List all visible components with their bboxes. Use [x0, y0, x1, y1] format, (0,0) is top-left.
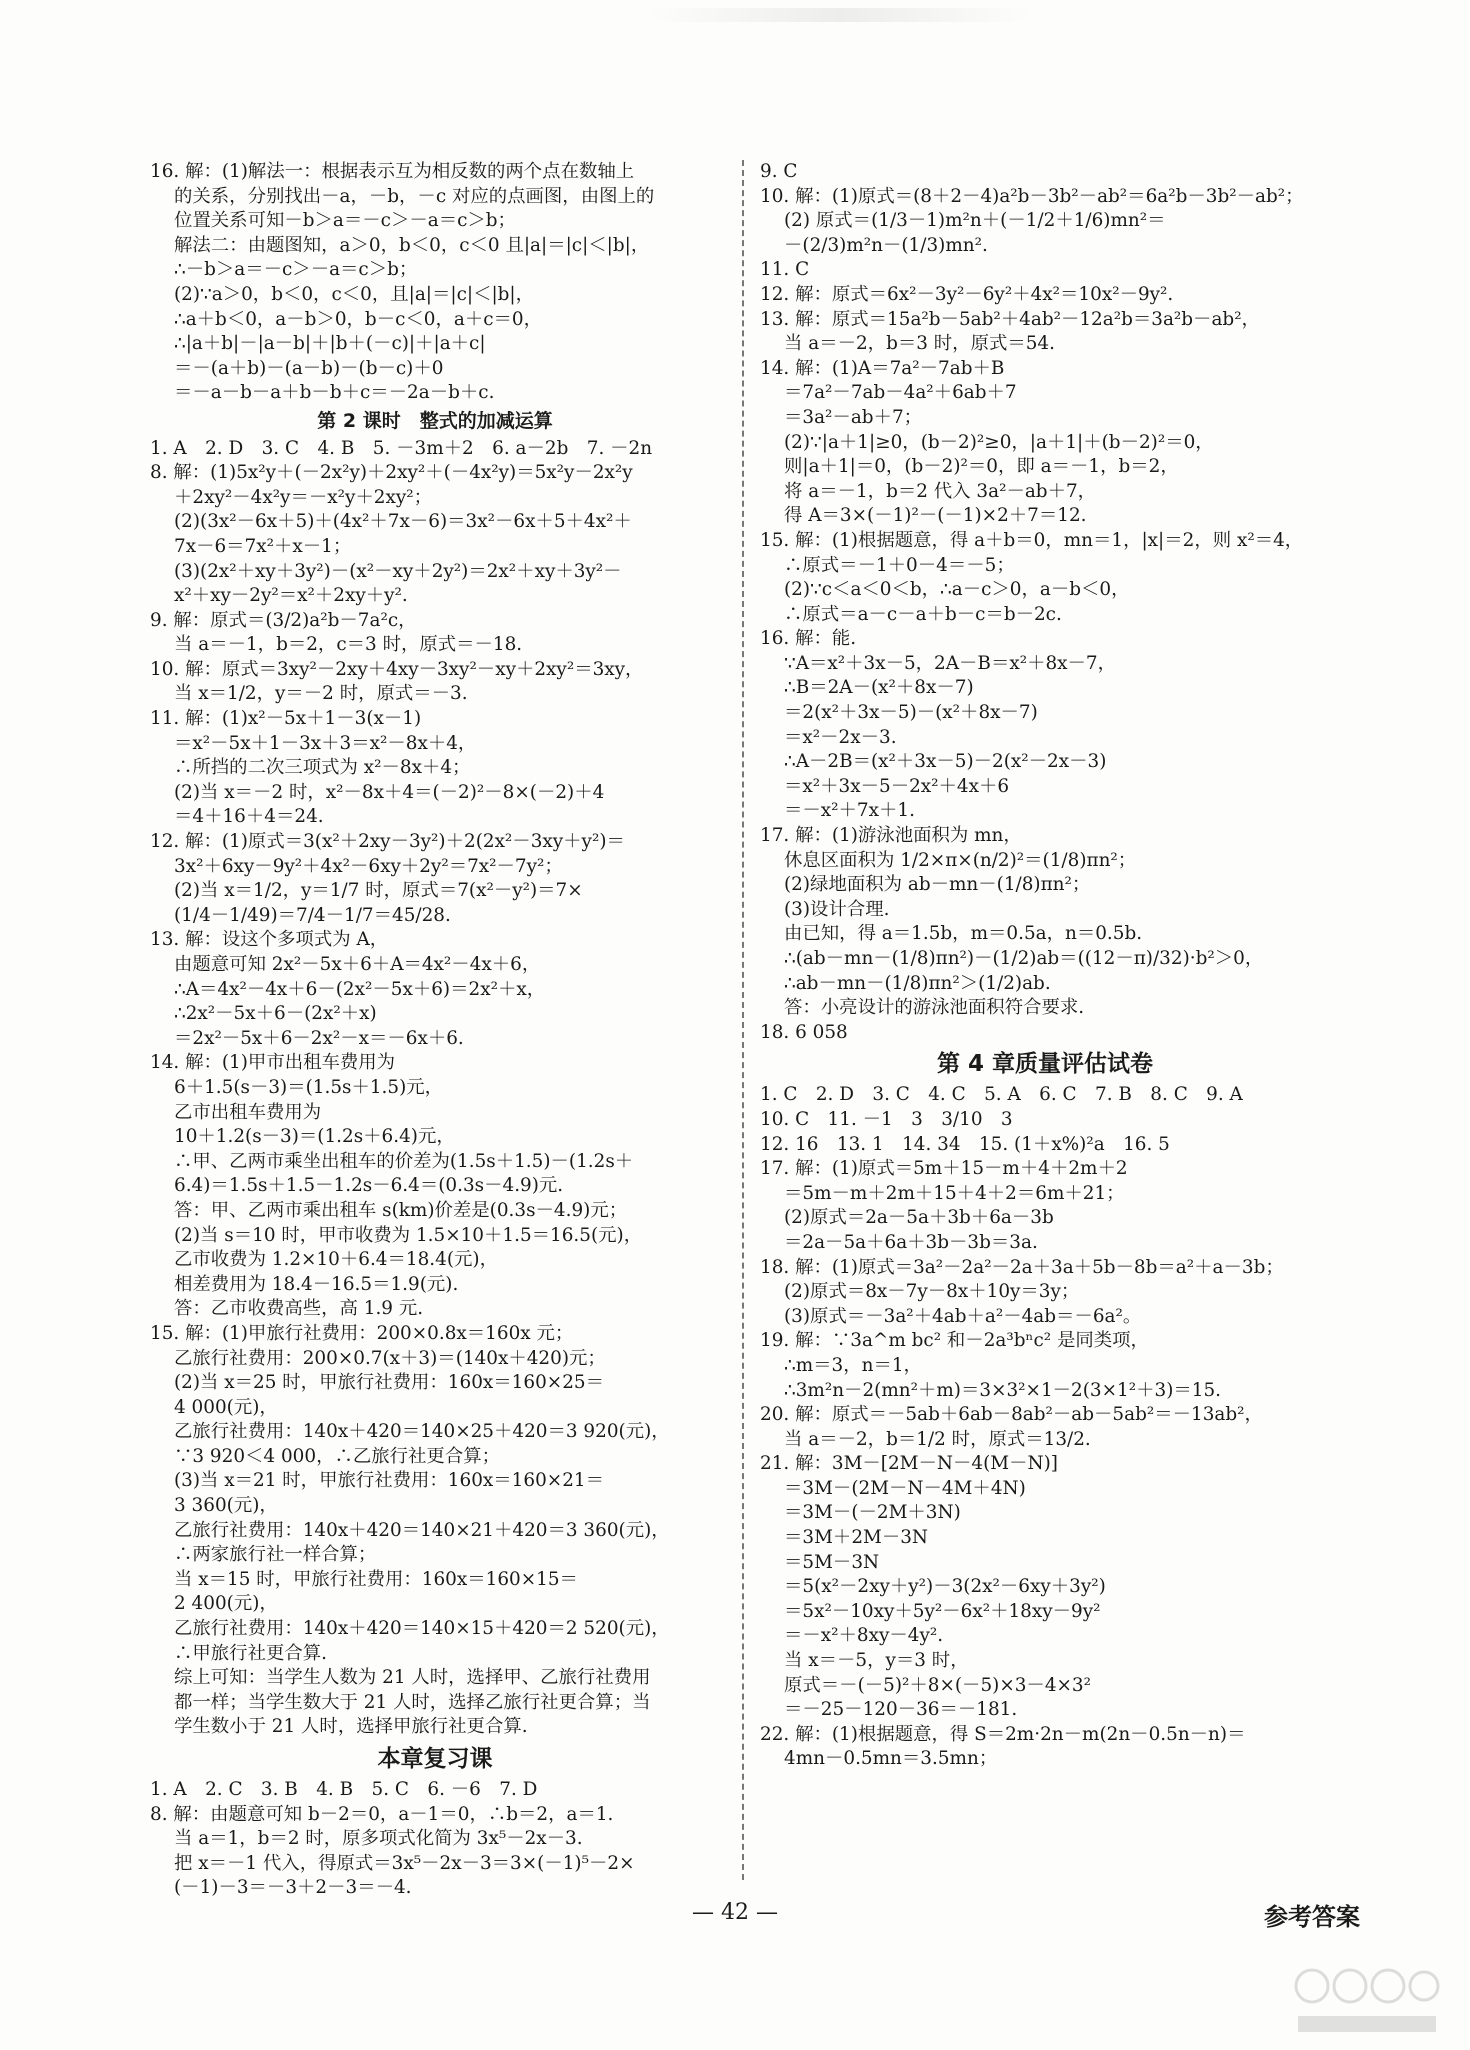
answer-line: (2) 原式＝(1/3－1)m²n＋(－1/2＋1/6)mn²＝	[784, 210, 1166, 232]
answer-line: 13. 解：设这个多项式为 A，	[150, 929, 389, 951]
answer-line: 12. 解：原式＝6x²－3y²－6y²＋4x²＝10x²－9y².	[760, 283, 1174, 305]
answer-line: 乙旅行社费用：140x＋420＝140×25＋420＝3 920(元)，	[174, 1421, 670, 1443]
answer-line: 16. 解：(1)解法一：根据表示互为相反数的两个点在数轴上	[150, 161, 635, 182]
answer-line: 6＋1.5(s－3)＝(1.5s＋1.5)元，	[174, 1076, 444, 1098]
answer-line: 10. 解：(1)原式＝(8＋2－4)a²b－3b²－ab²＝6a²b－3b²－ab²；	[760, 185, 1304, 207]
answer-line: 由已知，得 a＝1.5b，m＝0.5a，n＝0.5b.	[784, 923, 1143, 945]
answer-line: ＝－a－b－a＋b－b＋c＝－2a－b＋c.	[174, 382, 495, 404]
answer-line: 8. 解：由题意可知 b－2＝0，a－1＝0，∴b＝2，a＝1.	[150, 1803, 614, 1825]
answer-line: (1/4－1/49)＝7/4－1/7＝45/28.	[174, 904, 451, 926]
answer-line: ∴两家旅行社一样合算；	[174, 1544, 377, 1566]
answer-line: ＝3M－(－2M＋3N)	[784, 1502, 961, 1524]
answer-line: ＝x²－2x－3.	[784, 726, 897, 748]
answer-line: 当 a＝1，b＝2 时，原多项式化简为 3x⁵－2x－3.	[174, 1828, 583, 1850]
answer-line: 17. 解：(1)原式＝5m＋15－m＋4＋2m＋2	[760, 1158, 1128, 1180]
answer-line: 3x²＋6xy－9y²＋4x²－6xy＋2y²＝7x²－7y²；	[174, 855, 563, 877]
section-heading: 本章复习课	[377, 1746, 493, 1772]
answer-line: 答：甲、乙两市乘出租车 s(km)价差是(0.3s－4.9)元；	[174, 1199, 628, 1221]
answer-line: ＝－x²＋8xy－4y².	[784, 1625, 944, 1647]
answer-line: ∵3 920＜4 000，∴乙旅行社更合算；	[174, 1445, 500, 1467]
section-heading: 第 2 课时 整式的加减运算	[317, 409, 553, 432]
left-column	[150, 160, 720, 1901]
answer-line: ＝7a²－7ab－4a²＋6ab＋7	[784, 382, 1017, 404]
answer-line: ＝x²＋3x－5－2x²＋4x＋6	[784, 775, 1010, 797]
answer-line: －(2/3)m²n－(1/3)mn².	[784, 234, 988, 256]
answer-line: 7x－6＝7x²＋x－1；	[174, 535, 352, 557]
answer-line: 8. 解：(1)5x²y＋(－2x²y)＋2xy²＋(－4x²y)＝5x²y－2x²y	[150, 462, 633, 484]
answer-line: 相差费用为 18.4－16.5＝1.9(元).	[174, 1273, 459, 1295]
answer-line: 由题意可知 2x²－5x＋6＋A＝4x²－4x＋6，	[174, 954, 541, 975]
answer-line: ∴所挡的二次三项式为 x²－8x＋4；	[174, 757, 471, 779]
answer-line: (3)设计合理.	[784, 898, 890, 920]
answer-line: 9. 解：原式＝(3/2)a²b－7a²c，	[150, 609, 417, 631]
answer-line: ∴A－2B＝(x²＋3x－5)－2(x²－2x－3)	[784, 751, 1107, 773]
answer-line: 位置关系可知－b＞a＝－c＞－a＝c＞b；	[174, 210, 516, 232]
answer-line: (2)当 x＝1/2，y＝1/7 时，原式＝7(x²－y²)＝7×	[174, 880, 583, 902]
answer-line: ＝2(x²＋3x－5)－(x²＋8x－7)	[784, 702, 1038, 724]
answer-line: (2)当 x＝－2 时，x²－8x＋4＝(－2)²－8×(－2)＋4	[174, 781, 605, 803]
answer-line: ∴a＋b＜0，a－b＞0，b－c＜0，a＋c＝0，	[174, 308, 543, 330]
answer-line: ＝－25－120－36＝－181.	[784, 1699, 1018, 1721]
answer-line: ＝5m－m＋2m＋15＋4＋2＝6m＋21；	[784, 1182, 1125, 1204]
answer-line: 10. C 11. －1 3 3/10 3	[760, 1108, 1013, 1130]
answer-line: ∴2x²－5x＋6－(2x²＋x)	[174, 1003, 377, 1025]
answer-line: (3)当 x＝21 时，甲旅行社费用：160x＝160×21＝	[174, 1470, 604, 1492]
right-column	[760, 160, 1330, 1772]
answer-line: 当 x＝15 时，甲旅行社费用：160x＝160×15＝	[174, 1568, 578, 1590]
answer-line: 当 x＝1/2，y＝－2 时，原式＝－3.	[174, 683, 468, 705]
answer-line: 都一样；当学生数大于 21 人时，选择乙旅行社更合算；当	[174, 1691, 651, 1713]
answer-line: 13. 解：原式＝15a²b－5ab²＋4ab²－12a²b＝3a²b－ab²，	[760, 308, 1260, 330]
answer-line: (2)∵c＜a＜0＜b，∴a－c＞0，a－b＜0，	[784, 579, 1130, 601]
answer-line: 的关系，分别找出－a，－b，－c 对应的点画图，由图上的	[174, 185, 655, 207]
answer-line: 22. 解：(1)根据题意，得 S＝2m·2n－m(2n－0.5n－n)＝	[760, 1723, 1246, 1745]
answer-line: 乙旅行社费用：200×0.7(x＋3)＝(140x＋420)元；	[174, 1347, 606, 1369]
answer-line: ∴m＝3，n＝1，	[784, 1354, 922, 1376]
answer-line: 将 a＝－1，b＝2 代入 3a²－ab＋7，	[784, 480, 1097, 502]
answer-line: ∴B＝2A－(x²＋8x－7)	[784, 677, 974, 699]
answer-line: ＝3M－(2M－N－4M＋4N)	[784, 1477, 1026, 1499]
answer-line: 2 400(元)，	[174, 1593, 278, 1615]
answer-line: 4mn－0.5mn＝3.5mn；	[784, 1748, 998, 1770]
answer-line: ＝5x²－10xy＋5y²－6x²＋18xy－9y²	[784, 1600, 1101, 1622]
answer-line: 4 000(元)，	[174, 1396, 278, 1418]
answer-line: 20. 解：原式＝－5ab＋6ab－8ab²－ab－5ab²＝－13ab²，	[760, 1404, 1263, 1426]
answer-line: ∵A＝x²＋3x－5，2A－B＝x²＋8x－7，	[784, 652, 1117, 674]
answer-line: 10＋1.2(s－3)＝(1.2s＋6.4)元，	[174, 1126, 455, 1148]
answer-line: ＝2x²－5x＋6－2x²－x＝－6x＋6.	[174, 1027, 464, 1049]
answer-line: 得 A＝3×(－1)²－(－1)×2＋7＝12.	[784, 505, 1087, 527]
answer-line: 当 a＝－1，b＝2，c＝3 时，原式＝－18.	[174, 634, 523, 656]
answer-line: 1. A 2. D 3. C 4. B 5. －3m＋2 6. a－2b 7. －2n	[150, 437, 653, 459]
answer-line: ＝－x²＋7x＋1.	[784, 800, 915, 822]
answer-line: (2)原式＝2a－5a＋3b＋6a－3b	[784, 1207, 1054, 1229]
answer-line: 把 x＝－1 代入，得原式＝3x⁵－2x－3＝3×(－1)⁵－2×	[174, 1852, 635, 1874]
answer-line: 解法二：由题图知，a＞0，b＜0，c＜0 且|a|＝|c|＜|b|，	[174, 234, 650, 256]
answer-line: 18. 6 058	[760, 1021, 848, 1043]
answer-line: 当 a＝－2，b＝3 时，原式＝54.	[784, 333, 1055, 355]
answer-line: ∴(ab－mn－(1/8)πn²)－(1/2)ab＝((12－π)/32)·b²＞0，	[784, 948, 1264, 969]
answer-line: 21. 解：3M－[2M－N－4(M－N)]	[760, 1453, 1058, 1475]
answer-line: ∴|a＋b|－|a－b|＋|b＋(－c)|＋|a＋c|	[174, 333, 486, 355]
answer-line: 17. 解：(1)游泳池面积为 mn，	[760, 825, 1022, 847]
answer-line: ＝x²－5x＋1－3x＋3＝x²－8x＋4，	[174, 732, 477, 754]
answer-line: ＋2xy²－4x²y＝－x²y＋2xy²；	[174, 486, 432, 508]
answer-line: 答：小亮设计的游泳池面积符合要求.	[784, 997, 1085, 1019]
answer-line: 15. 解：(1)甲旅行社费用：200×0.8x＝160x 元；	[150, 1322, 574, 1344]
answer-line: ＝5(x²－2xy＋y²)－3(2x²－6xy＋3y²)	[784, 1576, 1106, 1598]
answer-line: (2)∵|a＋1|≥0，(b－2)²≥0，|a＋1|＋(b－2)²＝0，	[784, 431, 1214, 453]
answer-line: 1. C 2. D 3. C 4. C 5. A 6. C 7. B 8. C 9. A	[760, 1084, 1243, 1106]
answer-line: ＝3M＋2M－3N	[784, 1527, 929, 1549]
answer-line: 休息区面积为 1/2×π×(n/2)²＝(1/8)πn²；	[784, 849, 1137, 871]
answer-line: (3)原式＝－3a²＋4ab＋a²－4ab＝－6a²。	[784, 1305, 1142, 1327]
answer-line: 当 a＝－2，b＝1/2 时，原式＝13/2.	[784, 1428, 1091, 1450]
answer-line: 18. 解：(1)原式＝3a²－2a²－2a＋3a＋5b－8b＝a²＋a－3b；	[760, 1256, 1284, 1278]
answer-line: 乙市出租车费用为	[174, 1101, 322, 1123]
answer-line: 则|a＋1|＝0，(b－2)²＝0，即 a＝－1，b＝2，	[784, 456, 1179, 478]
section-label: 参考答案	[1264, 1903, 1360, 1931]
answer-line: 10. 解：原式＝3xy²－2xy＋4xy－3xy²－xy＋2xy²＝3xy，	[150, 658, 644, 680]
answer-line: ＝2a－5a＋6a＋3b－3b＝3a.	[784, 1231, 1038, 1253]
answer-line: 当 x＝－5，y＝3 时，	[784, 1650, 969, 1672]
page-number: — 42 —	[692, 1900, 778, 1925]
answer-line: (2)原式＝8x－7y－8x＋10y＝3y；	[784, 1281, 1080, 1303]
answer-line: 14. 解：(1)A＝7a²－7ab＋B	[760, 357, 1005, 379]
answer-line: (2)当 s＝10 时，甲市收费为 1.5×10＋1.5＝16.5(元)，	[174, 1224, 643, 1246]
answer-line: 答：乙市收费高些，高 1.9 元.	[174, 1298, 424, 1320]
answer-line: 1. A 2. C 3. B 4. B 5. C 6. －6 7. D	[150, 1779, 538, 1800]
answer-line: 12. 16 13. 1 14. 34 15. (1＋x%)²a 16. 5	[760, 1133, 1170, 1155]
answer-line: 15. 解：(1)根据题意，得 a＋b＝0，mn＝1，|x|＝2，则 x²＝4，	[760, 529, 1304, 551]
answer-line: (2)∵a＞0，b＜0，c＜0，且|a|＝|c|＜|b|，	[174, 283, 535, 305]
answer-line: 6.4)＝1.5s＋1.5－1.2s－6.4＝(0.3s－4.9)元.	[174, 1175, 564, 1197]
answer-line: (2)当 x＝25 时，甲旅行社费用：160x＝160×25＝	[174, 1372, 604, 1394]
answer-line: ∴－b＞a＝－c＞－a＝c＞b；	[174, 259, 418, 281]
answer-line: 乙旅行社费用：140x＋420＝140×21＋420＝3 360(元)，	[174, 1519, 670, 1541]
watermark-logo-icon	[1292, 1958, 1442, 2038]
answer-line: 11. 解：(1)x²－5x＋1－3(x－1)	[150, 708, 422, 730]
answer-line: 16. 解：能.	[760, 628, 857, 650]
answer-line: (－1)－3＝－3＋2－3＝－4.	[174, 1877, 412, 1899]
answer-line: x²＋xy－2y²＝x²＋2xy＋y².	[174, 585, 408, 607]
answer-line: ∴甲、乙两市乘坐出租车的价差为(1.5s＋1.5)－(1.2s＋	[174, 1150, 634, 1172]
answer-line: (2)(3x²－6x＋5)＋(4x²＋7x－6)＝3x²－6x＋5＋4x²＋	[174, 511, 632, 533]
scan-artifact	[650, 8, 1030, 22]
answer-line: 11. C	[760, 259, 810, 281]
answer-line: 19. 解：∵3a^m bc² 和－2a³bⁿc² 是同类项，	[760, 1330, 1149, 1352]
answer-line: ∴甲旅行社更合算.	[174, 1642, 327, 1664]
answer-line: 14. 解：(1)甲市出租车费用为	[150, 1052, 396, 1074]
answer-line: ∴原式＝－1＋0－4＝－5；	[784, 554, 1015, 576]
answer-line: ∴3m²n－2(mn²＋m)＝3×3²×1－2(3×1²＋3)＝15.	[784, 1379, 1222, 1401]
answer-line: ＝5M－3N	[784, 1551, 880, 1573]
answer-line: (3)(2x²＋xy＋3y²)－(x²－xy＋2y²)＝2x²＋xy＋3y²－	[174, 560, 622, 582]
answer-line: ∴ab－mn－(1/8)πn²＞(1/2)ab.	[784, 972, 1051, 994]
answer-line: 乙市收费为 1.2×10＋6.4＝18.4(元)，	[174, 1249, 498, 1271]
answer-line: ∴原式＝a－c－a＋b－c＝b－2c.	[784, 603, 1062, 625]
answer-line: 原式＝－(－5)²＋8×(－5)×3－4×3²	[784, 1674, 1092, 1696]
answer-line: 3 360(元)，	[174, 1495, 278, 1517]
answer-line: ∴A＝4x²－4x＋6－(2x²－5x＋6)＝2x²＋x，	[174, 978, 546, 1000]
column-divider	[742, 160, 744, 1880]
answer-line: ＝－(a＋b)－(a－b)－(b－c)＋0	[174, 357, 444, 379]
answer-line: 9. C	[760, 161, 798, 182]
answer-line: 12. 解：(1)原式＝3(x²＋2xy－3y²)＋2(2x²－3xy＋y²)＝	[150, 831, 625, 853]
answer-line: 综上可知：当学生人数为 21 人时，选择甲、乙旅行社费用	[174, 1667, 651, 1689]
section-heading: 第 4 章质量评估试卷	[936, 1051, 1154, 1078]
answer-line: ＝3a²－ab＋7；	[784, 406, 923, 428]
answer-line: ＝4＋16＋4＝24.	[174, 806, 324, 828]
answer-line: 学生数小于 21 人时，选择甲旅行社更合算.	[174, 1716, 528, 1738]
answer-line: (2)绿地面积为 ab－mn－(1/8)πn²；	[784, 874, 1091, 896]
answer-line: 乙旅行社费用：140x＋420＝140×15＋420＝2 520(元)，	[174, 1618, 670, 1640]
